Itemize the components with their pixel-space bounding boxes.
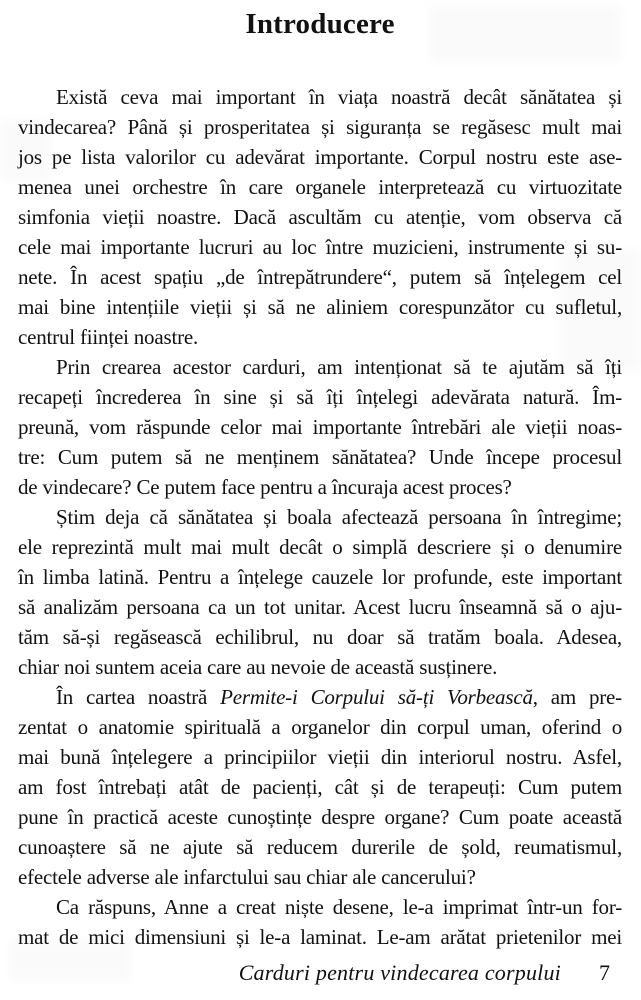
text-line — [18, 262, 622, 292]
text-line — [18, 832, 622, 862]
text-segment: preună, vom răspunde celor mai importante întrebări ale vieții noas- — [18, 415, 622, 439]
text-segment: recapeți încrederea în sine și să îți înțelegi adevărata natură. Îm- — [18, 385, 622, 409]
text-line — [18, 862, 622, 892]
text-segment: tăm să-și regăsească echilibrul, nu doar să tratăm boala. Adesea, — [18, 625, 622, 649]
text-segment: de vindecare? Ce putem face pentru a încuraja acest proces? — [18, 475, 512, 499]
text-segment: în limba latină. Pentru a înțelege cauzele lor profunde, este important — [18, 565, 622, 589]
text-segment: tre: Cum putem să ne menținem sănătatea? Unde începe procesul — [18, 445, 622, 469]
text-segment: să analizăm persoana ca un tot unitar. Acest lucru înseamnă să o aju- — [18, 595, 622, 619]
text-line — [18, 142, 622, 172]
text-segment: vindecarea? Până și prosperitatea și siguranța se regăsesc mult mai — [18, 115, 622, 139]
text-line — [18, 412, 622, 442]
text-line — [18, 292, 622, 322]
text-segment: mai bine intențiile vieții și să ne aliniem corespunzător cu sufletul, — [18, 295, 622, 319]
text-segment: mai bună înțelegere a principiilor vieții din interiorul nostru. Asfel, — [18, 745, 622, 769]
paragraph — [18, 892, 622, 952]
text-line — [18, 532, 622, 562]
text-segment: am fost întrebați atât de pacienți, cât și de terapeuți: Cum putem — [18, 775, 622, 799]
page-number: 7 — [599, 960, 610, 985]
text-line — [18, 682, 622, 712]
text-segment: cunoaștere să ne ajute să reducem durerile de șold, reumatismul, — [18, 835, 622, 859]
paragraph — [18, 502, 622, 682]
text-line — [18, 202, 622, 232]
paragraph — [18, 352, 622, 502]
text-segment: simfonia vieții noastre. Dacă ascultăm cu atenție, vom observa că — [18, 205, 622, 229]
text-line — [18, 562, 622, 592]
body-text — [18, 82, 622, 952]
text-line — [18, 502, 622, 532]
text-line — [18, 622, 622, 652]
page-footer — [18, 960, 622, 986]
text-segment: cele mai importante lucruri au loc între muzicieni, instrumente și su- — [18, 235, 622, 259]
text-segment: efectele adverse ale infarctului sau chiar ale cancerului? — [18, 865, 476, 889]
text-segment: menea unei orchestre în care organele interpretează cu virtuozitate — [18, 175, 622, 199]
text-segment: centrul ființei noastre. — [18, 325, 199, 349]
text-line — [18, 802, 622, 832]
paragraph — [18, 82, 622, 352]
running-footer-book-title: Carduri pentru vindecarea corpului — [238, 960, 561, 985]
text-line — [18, 712, 622, 742]
text-line — [18, 382, 622, 412]
text-line — [18, 322, 622, 352]
text-segment: , am pre- — [532, 685, 622, 709]
text-line — [18, 472, 622, 502]
text-line — [18, 442, 622, 472]
text-segment: zentat o anatomie spirituală a organelor din corpul uman, oferind o — [18, 715, 622, 739]
text-line — [18, 892, 622, 922]
text-line — [18, 652, 622, 682]
text-line — [18, 352, 622, 382]
italic-book-title-text: Permite-i Corpului să-ți Vorbească — [220, 685, 533, 709]
paragraph — [18, 682, 622, 892]
text-segment: nete. În acest spațiu „de întrepătrundere“, putem să înțelegem cel — [18, 265, 622, 289]
text-line — [18, 772, 622, 802]
text-segment: Ca răspuns, Anne a creat niște desene, le-a imprimat într-un for- — [56, 895, 622, 919]
text-segment: mat de mici dimensiuni și le-a laminat. Le-am arătat prietenilor mei — [18, 925, 622, 949]
text-segment: ele reprezintă mult mai mult decât o simplă descriere și o denumire — [18, 535, 622, 559]
text-line — [18, 742, 622, 772]
text-line — [18, 112, 622, 142]
text-line — [18, 172, 622, 202]
text-segment: În cartea noastră — [56, 685, 221, 709]
text-segment: Există ceva mai important în viața noastră decât sănătatea și — [56, 85, 622, 109]
text-segment: jos pe lista valorilor cu adevărat importante. Corpul nostru este ase- — [18, 145, 622, 169]
text-segment: pune în practică aceste cunoștințe despre organe? Cum poate această — [18, 805, 622, 829]
text-line — [18, 82, 622, 112]
text-line — [18, 232, 622, 262]
text-segment: Știm deja că sănătatea și boala afectează persoana în întregime; — [56, 505, 622, 529]
text-segment: chiar noi suntem aceia care au nevoie de această susținere. — [18, 655, 498, 679]
text-line — [18, 922, 622, 952]
text-line — [18, 592, 622, 622]
chapter-title: Introducere — [245, 8, 395, 40]
text-segment: Prin crearea acestor carduri, am intenționat să te ajutăm să îți — [56, 355, 622, 379]
